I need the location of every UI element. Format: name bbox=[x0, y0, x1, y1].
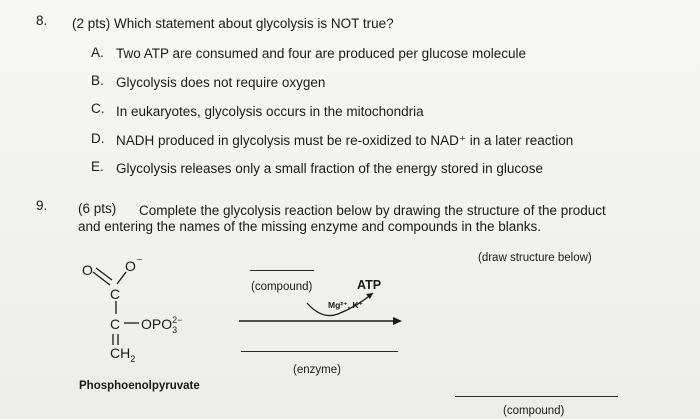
product-compound-label: (compound) bbox=[503, 405, 565, 417]
draw-structure-hint: (draw structure below) bbox=[478, 252, 592, 264]
ch2-main: CH bbox=[110, 345, 131, 361]
q8-option-e-letter: E. bbox=[91, 159, 104, 174]
q8-prompt: (2 pts) Which statement about glycolysis is NOT true? bbox=[72, 16, 394, 31]
charge-minus: ⁻ bbox=[136, 254, 143, 269]
opo3-main: OPO bbox=[141, 316, 173, 332]
q9-points: (6 pts) bbox=[78, 201, 117, 216]
q8-option-c-letter: C. bbox=[91, 101, 105, 116]
atom-o-minus: O bbox=[125, 258, 136, 274]
q8-option-d-text: NADH produced in glycolysis must be re-oxidized to NAD⁺ in a later reaction bbox=[116, 133, 574, 148]
q9-number: 9. bbox=[36, 198, 48, 213]
q8-option-c-text: In eukaryotes, glycolysis occurs in the mitochondria bbox=[116, 104, 424, 119]
enzyme-label: (enzyme) bbox=[293, 364, 341, 376]
q9-line-2: and entering the names of the missing enzyme and compounds in the blanks. bbox=[78, 219, 542, 234]
q8-number: 8. bbox=[36, 13, 48, 28]
main-arrow-head bbox=[393, 317, 402, 325]
enzyme-blank[interactable] bbox=[241, 351, 398, 352]
q8-option-b-text: Glycolysis does not require oxygen bbox=[116, 75, 326, 90]
q8-option-d-letter: D. bbox=[91, 131, 105, 146]
cofactors-label: Mg²⁺, K⁺ bbox=[328, 300, 363, 310]
opo3-subscript: 3 bbox=[172, 325, 178, 335]
product-compound-blank[interactable] bbox=[455, 396, 618, 397]
q9-line-1: Complete the glycolysis reaction below by drawing the structure of the product bbox=[139, 203, 606, 218]
atom-c-carboxyl: C bbox=[110, 286, 121, 302]
q8-option-b-letter: B. bbox=[91, 73, 104, 88]
compound-label-top: (compound) bbox=[251, 281, 313, 293]
side-arrow-curve bbox=[307, 293, 373, 316]
ch2-subscript: 2 bbox=[130, 354, 136, 364]
opo3-superscript: 2− bbox=[172, 315, 183, 325]
atom-o-left: O bbox=[82, 262, 93, 278]
q8-option-a-text: Two ATP are consumed and four are produced per glucose molecule bbox=[116, 46, 526, 61]
atom-c-middle: C bbox=[110, 316, 121, 332]
q8-option-e-text: Glycolysis releases only a small fraction of the energy stored in glucose bbox=[116, 161, 543, 176]
q8-option-a-letter: A. bbox=[91, 45, 104, 60]
reactant-name: Phosphoenolpyruvate bbox=[79, 380, 200, 392]
atp-label: ATP bbox=[357, 278, 382, 292]
